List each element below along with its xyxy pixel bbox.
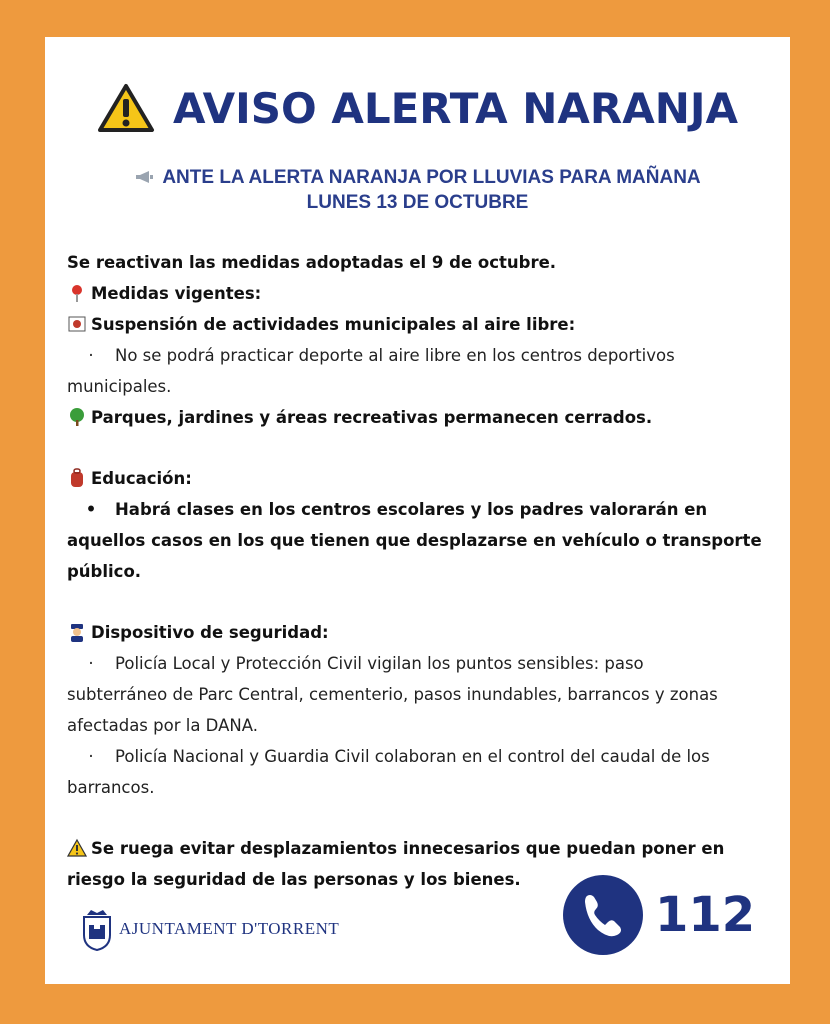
dispositivo-item-2-line-2: barrancos. — [67, 778, 155, 797]
educacion-item-line-3: público. — [67, 562, 142, 581]
police-officer-icon — [67, 622, 87, 642]
pin-icon — [67, 283, 87, 303]
bullet: · — [88, 747, 94, 766]
subtitle — [45, 165, 790, 215]
bullet: · — [88, 654, 94, 673]
ajuntament-logo — [81, 907, 339, 951]
alert-card — [45, 37, 790, 984]
torrent-crest-icon — [81, 907, 113, 951]
dispositivo-item-2 — [67, 741, 767, 772]
ruego-row — [67, 833, 767, 864]
intro-text: Se reactivan las medidas adoptadas el 9 de octubre. — [67, 253, 557, 272]
phone-handset-icon — [563, 875, 643, 955]
medidas-heading-text: Medidas vigentes: — [91, 284, 262, 303]
title-row — [45, 83, 790, 133]
dispositivo-heading-text: Dispositivo de seguridad: — [91, 623, 329, 642]
suspension-heading — [67, 309, 767, 340]
educacion-item — [67, 494, 767, 525]
suspension-heading-text: Suspensión de actividades municipales al aire libre: — [91, 315, 576, 334]
subtitle-line-1: ANTE LA ALERTA NARANJA POR LLUVIAS PARA MAÑANA — [162, 167, 701, 188]
dispositivo-heading — [67, 617, 767, 648]
educacion-item-line-1: Habrá clases en los centros escolares y los padres valorarán en — [115, 500, 708, 519]
dispositivo-item-1-line-3: afectadas por la DANA. — [67, 716, 258, 735]
subtitle-line-2: LUNES 13 DE OCTUBRE — [306, 192, 529, 213]
spacer — [67, 433, 767, 463]
sports-icon — [67, 314, 87, 334]
notice-body — [67, 247, 767, 895]
backpack-icon — [67, 468, 87, 488]
warning-icon — [67, 838, 87, 858]
dispositivo-item-1-line-2: subterráneo de Parc Central, cementerio, pasos inundables, barrancos y zonas — [67, 685, 718, 704]
logo-text: AJUNTAMENT D'TORRENT — [119, 919, 340, 938]
suspension-item-line-2: municipales. — [67, 377, 172, 396]
educacion-item-line-2: aquellos casos en los que tienen que desplazarse en vehículo o transporte — [67, 531, 762, 550]
emergency-number: 112 — [655, 887, 756, 943]
tree-icon — [67, 407, 87, 427]
medidas-heading — [67, 278, 767, 309]
suspension-item-line-1: No se podrá practicar deporte al aire libre en los centros deportivos — [115, 346, 675, 365]
educacion-heading — [67, 463, 767, 494]
bullet: • — [85, 500, 97, 519]
spacer — [67, 803, 767, 833]
suspension-item — [67, 340, 767, 371]
dispositivo-item-1-line-1: Policía Local y Protección Civil vigilan los puntos sensibles: paso — [115, 654, 644, 673]
ruego-line-2: riesgo la seguridad de las personas y los bienes. — [67, 870, 521, 889]
megaphone-icon — [134, 170, 154, 184]
bullet: · — [88, 346, 94, 365]
parques-text-row — [67, 402, 767, 433]
dispositivo-item-1 — [67, 648, 767, 679]
warning-icon — [97, 83, 155, 133]
parques-text: Parques, jardines y áreas recreativas permanecen cerrados. — [91, 408, 653, 427]
ruego-line-1: Se ruega evitar desplazamientos innecesarios que puedan poner en — [91, 839, 725, 858]
educacion-heading-text: Educación: — [91, 469, 192, 488]
page-title: AVISO ALERTA NARANJA — [172, 83, 739, 133]
spacer — [67, 587, 767, 617]
dispositivo-item-2-line-1: Policía Nacional y Guardia Civil colaboran en el control del caudal de los — [115, 747, 710, 766]
phone-icon — [563, 875, 643, 955]
